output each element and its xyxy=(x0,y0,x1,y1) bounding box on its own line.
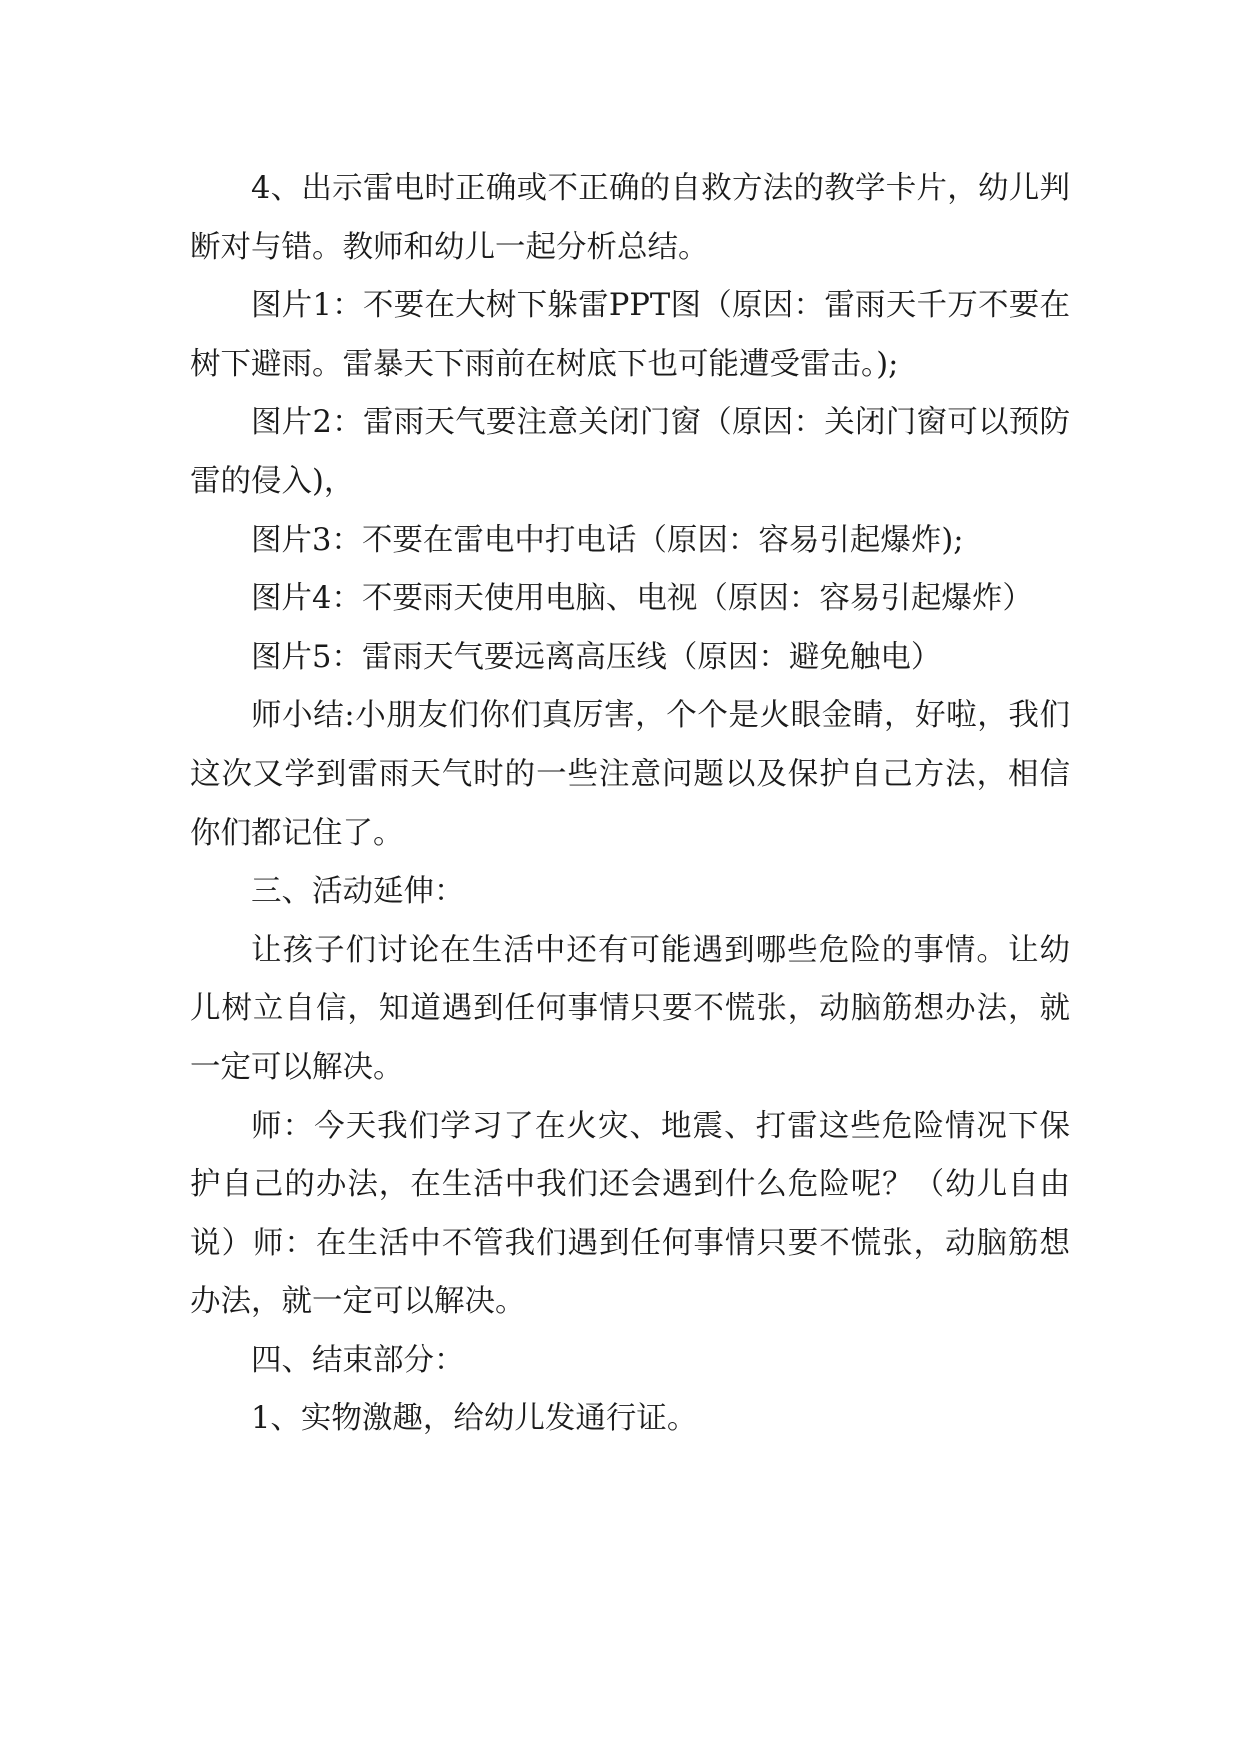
paragraph-step-4: 4、出示雷电时正确或不正确的自救方法的教学卡片，幼儿判断对与错。教师和幼儿一起分析总结。 xyxy=(190,171,1070,265)
paragraph-teacher-summary: 师小结:小朋友们你们真厉害，个个是火眼金睛，好啦，我们这次又学到雷雨天气时的一些注意问题以及保护自己方法，相信你们都记住了。 xyxy=(190,698,1070,851)
paragraph-picture-4: 图片4：不要雨天使用电脑、电视（原因：容易引起爆炸） xyxy=(251,581,1033,617)
paragraph-picture-2: 图片2：雷雨天气要注意关闭门窗（原因：关闭门窗可以预防雷的侵入)， xyxy=(190,405,1070,499)
paragraph-picture-1: 图片1：不要在大树下躲雷PPT图（原因：雷雨天千万不要在树下避雨。雷暴天下雨前在树底下也可能遭受雷击。); xyxy=(190,288,1070,382)
section-heading-ending: 四、结束部分： xyxy=(251,1342,465,1378)
section-heading-activity-extension: 三、活动延伸： xyxy=(251,874,465,910)
paragraph-discussion: 让孩子们讨论在生活中还有可能遇到哪些危险的事情。让幼儿树立自信，知道遇到任何事情只要不慌张，动脑筋想办法，就一定可以解决。 xyxy=(190,932,1070,1085)
paragraph-teacher-question: 师：今天我们学习了在火灾、地震、打雷这些危险情况下保护自己的办法，在生活中我们还会遇到什么危险呢？（幼儿自由说）师：在生活中不管我们遇到任何事情只要不慌张，动脑筋想办法，就一定可以解决。 xyxy=(190,1108,1070,1320)
paragraph-picture-3: 图片3：不要在雷电中打电话（原因：容易引起爆炸); xyxy=(251,522,964,558)
paragraph-picture-5: 图片5：雷雨天气要远离高压线（原因：避免触电） xyxy=(251,639,942,675)
document-body xyxy=(190,160,1070,1449)
paragraph-ending-step-1: 1、实物激趣，给幼儿发通行证。 xyxy=(251,1401,698,1437)
